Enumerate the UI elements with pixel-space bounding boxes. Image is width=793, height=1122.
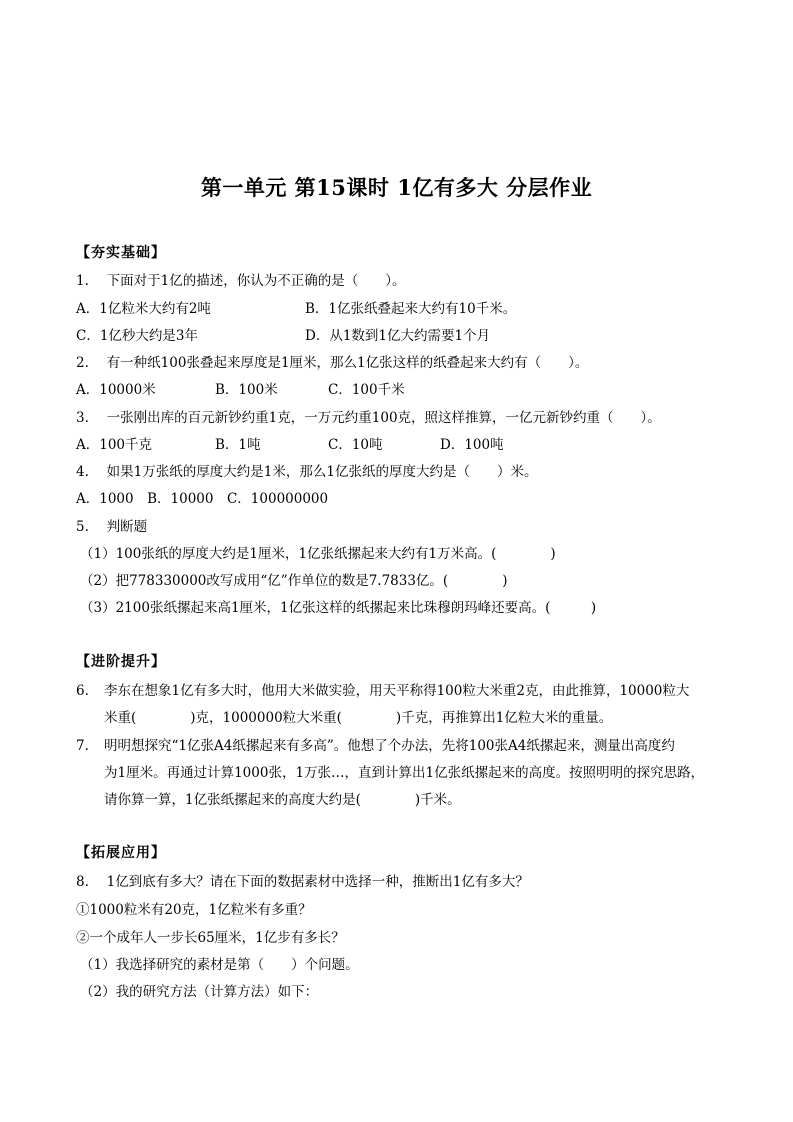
question-7-number: 7. [76, 738, 89, 754]
question-7 [76, 733, 726, 814]
section-heading-advanced: 【进阶提升】 [76, 654, 166, 670]
question-1-option-b: B．1亿张纸叠起来大约有10千米。 [305, 301, 517, 317]
question-8-material-1: ①1000粒米有20克，1亿粒米有多重？ [76, 902, 312, 918]
question-2-option-c: C．100千米 [328, 382, 405, 398]
question-7-line-2: 为1厘米。再通过计算1000张，1万张…，直到计算出1亿张纸摞起来的高度。按照明明的探究思路， [104, 765, 705, 781]
question-7-line-3: 请你算一算，1亿张纸摞起来的高度大约是( )千米。 [104, 792, 461, 808]
question-3-option-c: C．10吨 [328, 437, 383, 453]
question-4-options: A．1000 B．10000 C．100000000 [76, 491, 329, 507]
question-5-statement-1: （1）100张纸的厚度大约是1厘米，1亿张纸摞起来大约有1万米高。( ) [80, 546, 556, 562]
question-5-stem: 5. 判断题 [76, 519, 148, 535]
page-title: 第一单元 第15课时 1亿有多大 分层作业 [200, 175, 593, 200]
question-5-statement-2: （2）把778330000改写成用“亿”作单位的数是7.7833亿。( ) [80, 573, 508, 589]
question-6-number: 6. [76, 683, 89, 699]
question-2-stem: 2. 有一种纸100张叠起来厚度是1厘米，那么1亿张这样的纸叠起来大约有（ ）。 [76, 355, 589, 371]
question-8-part-2: （2）我的研究方法（计算方法）如下： [80, 984, 319, 1000]
question-8-part-1: （1）我选择研究的素材是第（ ）个问题。 [80, 957, 359, 973]
question-6-line-1: 李东在想象1亿有多大时，他用大米做实验，用天平称得100粒大米重2克，由此推算，10000粒大 [104, 683, 690, 699]
question-5-statement-3: （3）2100张纸摞起来高1厘米，1亿张这样的纸摞起来比珠穆朗玛峰还要高。( ) [80, 600, 597, 616]
section-heading-extend: 【拓展应用】 [76, 845, 166, 861]
question-6 [76, 678, 726, 732]
question-1-option-d: D．从1数到1亿大约需要1个月 [305, 328, 491, 344]
question-3-stem: 3. 一张刚出库的百元新钞约重1克，一万元约重100克，照这样推算，一亿元新钞约重（ ）。 [76, 410, 661, 426]
question-6-line-2: 米重( )克，1000000粒大米重( )千克，再推算出1亿粒大米的重量。 [104, 710, 613, 726]
question-1-option-a: A．1亿粒米大约有2吨 [76, 301, 211, 317]
question-7-line-1: 明明想探究“1亿张A4纸摞起来有多高”。他想了个办法，先将100张A4纸摞起来，测量出高度约 [104, 738, 675, 754]
question-8-material-2: ②一个成年人一步长65厘米，1亿步有多长？ [76, 930, 345, 946]
question-2-option-b: B．100米 [215, 382, 278, 398]
question-4-stem: 4. 如果1万张纸的厚度大约是1米，那么1亿张纸的厚度大约是（ ）米。 [76, 464, 538, 480]
question-8-stem: 8. 1亿到底有多大？请在下面的数据素材中选择一种，推断出1亿有多大？ [76, 874, 529, 890]
question-1-option-c: C．1亿秒大约是3年 [76, 328, 199, 344]
question-3-option-b: B．1吨 [215, 437, 261, 453]
section-heading-basic: 【夯实基础】 [76, 245, 166, 261]
question-2-option-a: A．10000米 [76, 382, 156, 398]
question-1-stem: 1. 下面对于1亿的描述，你认为不正确的是（ ）。 [76, 273, 406, 289]
question-3-option-d: D．100吨 [440, 437, 504, 453]
question-3-option-a: A．100千克 [76, 437, 153, 453]
